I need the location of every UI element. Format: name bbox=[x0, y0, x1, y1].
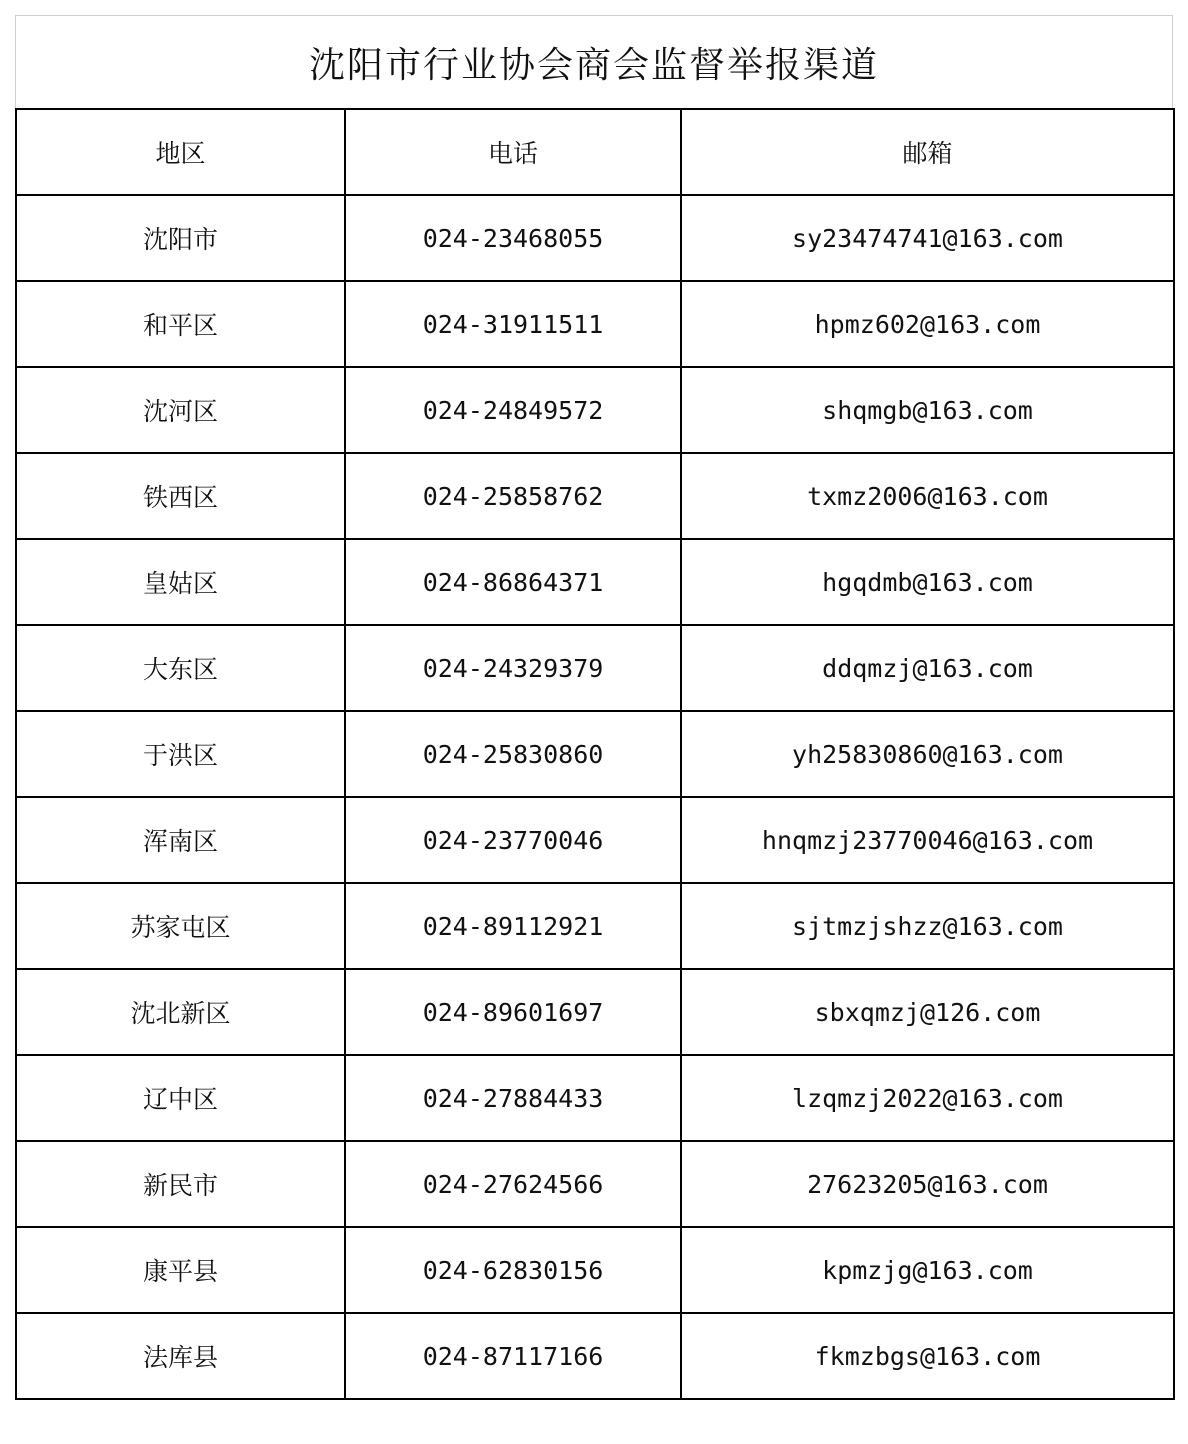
document-sheet bbox=[15, 15, 1173, 1429]
region-cell: 于洪区 bbox=[16, 711, 345, 797]
header-phone: 电话 bbox=[345, 109, 681, 195]
phone-cell: 024-89601697 bbox=[345, 969, 681, 1055]
table-row bbox=[16, 1055, 1174, 1141]
region-cell: 新民市 bbox=[16, 1141, 345, 1227]
email-cell: sbxqmzj@126.com bbox=[681, 969, 1174, 1055]
email-cell: yh25830860@163.com bbox=[681, 711, 1174, 797]
phone-cell: 024-25830860 bbox=[345, 711, 681, 797]
email-cell: sjtmzjshzz@163.com bbox=[681, 883, 1174, 969]
header-email: 邮箱 bbox=[681, 109, 1174, 195]
phone-cell: 024-89112921 bbox=[345, 883, 681, 969]
table-row bbox=[16, 883, 1174, 969]
phone-cell: 024-23468055 bbox=[345, 195, 681, 281]
region-cell: 康平县 bbox=[16, 1227, 345, 1313]
table-row bbox=[16, 625, 1174, 711]
phone-cell: 024-62830156 bbox=[345, 1227, 681, 1313]
table-row bbox=[16, 969, 1174, 1055]
region-cell: 沈河区 bbox=[16, 367, 345, 453]
page-title: 沈阳市行业协会商会监督举报渠道 bbox=[308, 44, 879, 86]
phone-cell: 024-27884433 bbox=[345, 1055, 681, 1141]
email-cell: hpmz602@163.com bbox=[681, 281, 1174, 367]
email-cell: lzqmzj2022@163.com bbox=[681, 1055, 1174, 1141]
phone-cell: 024-24329379 bbox=[345, 625, 681, 711]
region-cell: 铁西区 bbox=[16, 453, 345, 539]
region-cell: 浑南区 bbox=[16, 797, 345, 883]
table-row bbox=[16, 1313, 1174, 1399]
email-cell: shqmgb@163.com bbox=[681, 367, 1174, 453]
region-cell: 苏家屯区 bbox=[16, 883, 345, 969]
email-cell: ddqmzj@163.com bbox=[681, 625, 1174, 711]
table-row bbox=[16, 1141, 1174, 1227]
region-cell: 和平区 bbox=[16, 281, 345, 367]
email-cell: txmz2006@163.com bbox=[681, 453, 1174, 539]
table-row bbox=[16, 539, 1174, 625]
table-row bbox=[16, 367, 1174, 453]
email-cell: hgqdmb@163.com bbox=[681, 539, 1174, 625]
phone-cell: 024-24849572 bbox=[345, 367, 681, 453]
table-row bbox=[16, 797, 1174, 883]
region-cell: 法库县 bbox=[16, 1313, 345, 1399]
phone-cell: 024-25858762 bbox=[345, 453, 681, 539]
table-row bbox=[16, 281, 1174, 367]
table-row bbox=[16, 453, 1174, 539]
region-cell: 大东区 bbox=[16, 625, 345, 711]
phone-cell: 024-27624566 bbox=[345, 1141, 681, 1227]
table-row bbox=[16, 711, 1174, 797]
phone-cell: 024-31911511 bbox=[345, 281, 681, 367]
email-cell: sy23474741@163.com bbox=[681, 195, 1174, 281]
title-box bbox=[15, 15, 1173, 108]
reporting-channels-table bbox=[15, 108, 1175, 1400]
phone-cell: 024-86864371 bbox=[345, 539, 681, 625]
region-cell: 沈北新区 bbox=[16, 969, 345, 1055]
phone-cell: 024-23770046 bbox=[345, 797, 681, 883]
email-cell: kpmzjg@163.com bbox=[681, 1227, 1174, 1313]
region-cell: 辽中区 bbox=[16, 1055, 345, 1141]
region-cell: 皇姑区 bbox=[16, 539, 345, 625]
email-cell: hnqmzj23770046@163.com bbox=[681, 797, 1174, 883]
header-region: 地区 bbox=[16, 109, 345, 195]
phone-cell: 024-87117166 bbox=[345, 1313, 681, 1399]
email-cell: 27623205@163.com bbox=[681, 1141, 1174, 1227]
table-row bbox=[16, 195, 1174, 281]
table-header-row bbox=[16, 109, 1174, 195]
region-cell: 沈阳市 bbox=[16, 195, 345, 281]
email-cell: fkmzbgs@163.com bbox=[681, 1313, 1174, 1399]
table-row bbox=[16, 1227, 1174, 1313]
